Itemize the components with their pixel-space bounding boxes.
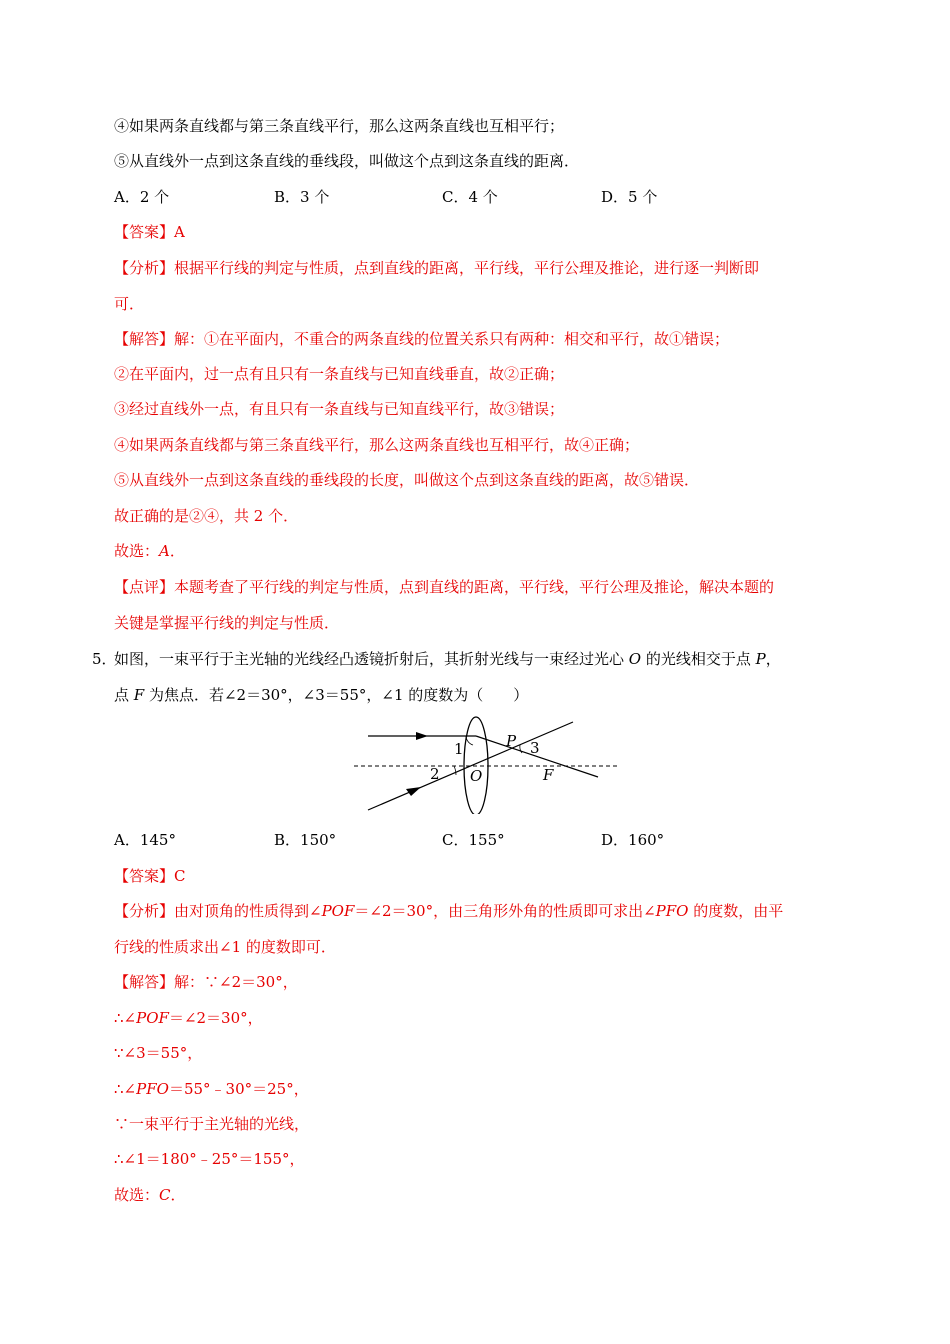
q5-analysis-line-1 [114,900,783,922]
q5-q1b: O [628,650,642,668]
q4-answer: 【答案】A [114,223,185,241]
q5-q1a: 如图，一束平行于主光轴的光线经凸透镜折射后，其折射光线与一束经过光心 [114,650,629,668]
q4-choose-value: A [159,542,170,560]
q5-a1a: 【分析】由对顶角的性质得到∠ [114,902,322,920]
q4-choose-label: 故选： [114,542,160,560]
q4-analysis-line-1: 【分析】根据平行线的判定与性质，点到直线的距离，平行线，平行公理及推论，进行逐一判断即 [114,259,760,277]
q5-solution-line-6: ∴∠1＝180°﹣25°＝155°， [114,1150,305,1168]
q4-comment-line-1: 【点评】本题考查了平行线的判定与性质，点到直线的距离，平行线，平行公理及推论，解决本题的 [114,578,775,596]
q5-option-b: B．150° [274,831,337,849]
q5-a1d: PFO [655,902,689,920]
q5-a1e: 的度数，由平 [688,902,784,920]
q4-option-d: D．5 个 [601,188,658,206]
q5-analysis-line-2: 行线的性质求出∠1 的度数即可． [114,938,336,956]
q5-s4b: PFO [136,1080,169,1098]
q4-option-c: C．4 个 [442,188,498,206]
q5-solution-line-4 [114,1078,309,1100]
label-angle-1: 1 [454,740,464,758]
q5-solution-line-2 [114,1007,263,1029]
q4-solution-line-5: ⑤从直线外一点到这条直线的垂线段的长度，叫做这个点到这条直线的距离，故⑤错误． [114,471,700,489]
q5-q1d: P [755,650,766,668]
q4-solution-line-2: ②在平面内，过一点有且只有一条直线与已知直线垂直，故②正确； [114,365,565,383]
q5-s4a: ∴∠ [114,1080,137,1098]
q4-solution-line-1: 【解答】解：①在平面内，不重合的两条直线的位置关系只有两种：相交和平行，故①错误； [114,330,730,348]
q4-option-b: B．3 个 [274,188,330,206]
label-angle-2: 2 [430,765,440,783]
q5-a1c: ＝∠2＝30°，由三角形外角的性质即可求出∠ [354,902,656,920]
q5-s4c: ＝55°﹣30°＝25°， [168,1080,309,1098]
parallel-ray-arrow [416,732,428,740]
q5-choose [114,1184,186,1206]
q4-solution-line-4: ④如果两条直线都与第三条直线平行，那么这两条直线也互相平行，故④正确； [114,436,640,454]
q5-question-line-2 [114,684,528,706]
q5-solution-line-5: ∵一束平行于主光轴的光线， [114,1115,310,1133]
q4-statement-5: ⑤从直线外一点到这条直线的垂线段，叫做这个点到这条直线的距离． [114,152,580,170]
q5-option-d: D．160° [601,831,665,849]
label-O: O [470,767,483,785]
angle-1-arc [466,736,473,745]
label-F: F [543,766,554,784]
q4-choose [114,540,185,562]
angle-2-arc [454,766,456,775]
q5-solution-line-3: ∵∠3＝55°， [114,1044,203,1062]
q4-option-a: A．2 个 [114,188,170,206]
q5-choose-label: 故选： [114,1186,160,1204]
q5-a1b: POF [321,902,355,920]
q4-comment-line-2: 关键是掌握平行线的判定与性质． [114,614,340,632]
q4-statement-4: ④如果两条直线都与第三条直线平行，那么这两条直线也互相平行； [114,117,565,135]
q5-q2b: F [133,686,145,704]
center-ray-arrow [406,787,421,796]
q5-answer: 【答案】C [114,867,186,885]
q5-s2c: ＝∠2＝30°， [168,1009,263,1027]
q5-solution-line-1: 【解答】解：∵∠2＝30°， [114,973,298,991]
q5-option-c: C．155° [442,831,505,849]
q5-question-line-1 [114,648,781,670]
q5-choose-value: C [159,1186,171,1204]
q4-choose-end: ． [169,542,185,560]
q4-analysis-line-2: 可． [114,295,145,313]
q5-choose-end: ． [170,1186,186,1204]
lens-diagram [350,712,622,814]
q5-option-a: A．145° [114,831,176,849]
label-angle-3: 3 [530,739,540,757]
q5-q2a: 点 [114,686,134,704]
q5-q1e: ， [765,650,781,668]
q5-q1c: 的光线相交于点 [641,650,756,668]
q4-conclusion: 故正确的是②④，共 2 个． [114,507,299,525]
label-P: P [506,732,517,750]
q5-q2c: 为焦点．若∠2＝30°，∠3＝55°，∠1 的度数为（ ） [144,686,529,704]
q4-solution-line-3: ③经过直线外一点，有且只有一条直线与已知直线平行，故③错误； [114,400,565,418]
q5-s2a: ∴∠ [114,1009,137,1027]
q5-number: 5． [92,650,117,668]
q5-s2b: POF [136,1009,169,1027]
